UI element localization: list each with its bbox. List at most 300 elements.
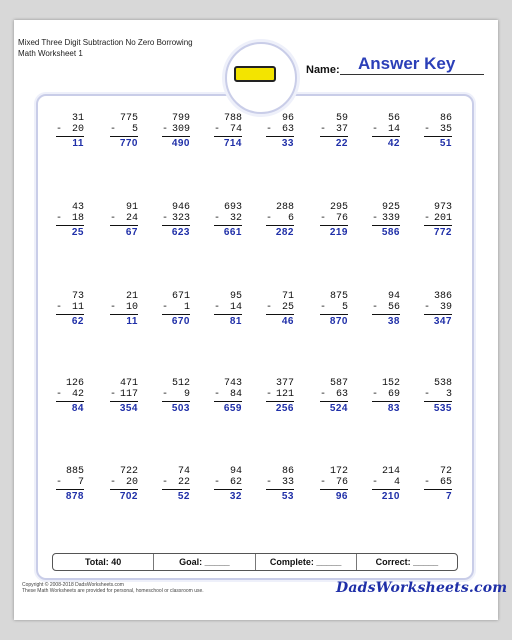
subtraction-problem [110,378,138,414]
subtraction-problem [266,113,294,149]
complete-field: Complete: _____ [255,554,356,570]
title-line-2: Math Worksheet 1 [18,49,83,58]
subtrahend: 5 [341,302,348,313]
minuend-row [110,113,138,124]
minuend: 295 [329,202,348,213]
worksheet-title [18,37,193,59]
subtrahend: 69 [387,389,400,400]
subtrahend-row [424,302,452,313]
subtrahend: 25 [281,302,294,313]
minuend-row [110,202,138,213]
subtrahend: 20 [71,124,84,135]
minuend-row [266,466,294,477]
answer-rule [372,489,400,490]
answer-rule [372,136,400,137]
answer: 659 [223,403,242,414]
subtraction-problem [320,113,348,149]
subtrahend: 63 [335,389,348,400]
minuend: 799 [171,113,190,124]
minus-sign: - [110,389,117,400]
subtrahend-row [266,477,294,488]
answer: 7 [445,491,452,502]
minuend-row [162,291,190,302]
subtraction-problem [266,466,294,502]
subtrahend: 6 [287,213,294,224]
answer-rule [320,314,348,315]
answer: 770 [119,138,138,149]
subtrahend: 18 [71,213,84,224]
subtrahend: 56 [387,302,400,313]
answer-rule [424,225,452,226]
minus-sign: - [110,477,117,488]
subtraction-problem [320,466,348,502]
subtrahend: 339 [381,213,400,224]
minus-sign: - [372,302,379,313]
subtraction-problem [372,113,400,149]
minus-sign: - [372,124,379,135]
name-label: Name: [306,64,340,76]
answer: 503 [171,403,190,414]
problems-frame [36,94,474,580]
subtraction-problem [110,291,138,327]
minuend: 43 [71,202,84,213]
answer: 62 [71,316,84,327]
subtrahend-row [372,477,400,488]
answer-rule [320,136,348,137]
minuend-row [214,378,242,389]
minuend: 875 [329,291,348,302]
subtraction-problem [110,466,138,502]
minuend-row [162,202,190,213]
minus-sign: - [266,124,273,135]
subtrahend: 309 [171,124,190,135]
answer: 670 [171,316,190,327]
minuend-row [214,113,242,124]
answer: 22 [335,138,348,149]
goal-field: Goal: _____ [153,554,254,570]
minuend: 214 [381,466,400,477]
subtrahend-row [320,302,348,313]
answer-rule [56,401,84,402]
minuend: 152 [381,378,400,389]
minuend-row [424,291,452,302]
subtrahend-row [372,389,400,400]
minus-sign: - [424,213,431,224]
minus-sign: - [214,302,221,313]
minuend-row [372,202,400,213]
minuend-row [56,466,84,477]
answer: 53 [281,491,294,502]
answer: 702 [119,491,138,502]
answer-rule [320,489,348,490]
answer: 347 [433,316,452,327]
minuend-row [424,466,452,477]
yellow-bar-icon [234,66,276,82]
minuend-row [320,291,348,302]
minus-sign: - [162,302,169,313]
answer-rule [110,314,138,315]
minus-sign: - [214,124,221,135]
answer: 282 [275,227,294,238]
minuend: 671 [171,291,190,302]
minuend-row [110,291,138,302]
subtraction-problem [162,378,190,414]
minuend: 126 [65,378,84,389]
subtrahend: 74 [229,124,242,135]
answer: 219 [329,227,348,238]
minuend-row [56,113,84,124]
minuend-row [214,291,242,302]
answer: 25 [71,227,84,238]
minuend: 71 [281,291,294,302]
minuend: 693 [223,202,242,213]
subtrahend: 22 [177,477,190,488]
subtraction-problem [110,113,138,149]
minuend: 538 [433,378,452,389]
title-line-1: Mixed Three Digit Subtraction No Zero Borrowing [18,38,193,47]
minus-sign: - [162,477,169,488]
subtraction-problem [56,113,84,149]
name-line [340,74,484,75]
minus-sign: - [266,477,273,488]
answer-rule [320,401,348,402]
usage-text: These Math Worksheets are provided for personal, homeschool or classroom use. [22,588,204,594]
answer: 33 [281,138,294,149]
answer-rule [110,489,138,490]
copyright-text: Copyright © 2008-2018 DadsWorksheets.com [22,582,124,588]
answer: 210 [381,491,400,502]
correct-field: Correct: _____ [356,554,457,570]
subtraction-problem [424,291,452,327]
answer-rule [266,225,294,226]
subtrahend-row [110,213,138,224]
subtraction-problem [266,202,294,238]
subtrahend-row [110,124,138,135]
subtrahend: 76 [335,213,348,224]
answer: 490 [171,138,190,149]
subtrahend: 7 [77,477,84,488]
minuend-row [214,466,242,477]
answer: 83 [387,403,400,414]
subtrahend-row [56,213,84,224]
minuend-row [266,202,294,213]
answer: 586 [381,227,400,238]
subtrahend-row [320,124,348,135]
subtrahend: 24 [125,213,138,224]
minus-sign: - [320,477,327,488]
subtrahend-row [162,302,190,313]
subtrahend-row [56,302,84,313]
subtraction-problem [320,378,348,414]
answer-rule [266,314,294,315]
subtraction-problem [320,291,348,327]
subtrahend: 39 [439,302,452,313]
subtraction-problem [424,378,452,414]
minuend: 743 [223,378,242,389]
minus-sign: - [56,124,63,135]
minuend: 925 [381,202,400,213]
minuend: 74 [177,466,190,477]
subtrahend-row [162,124,190,135]
answer: 524 [329,403,348,414]
totals-bar [52,553,458,571]
minus-sign: - [424,389,431,400]
minus-sign: - [214,389,221,400]
answer: 11 [126,316,138,327]
minuend-row [162,466,190,477]
answer-rule [372,225,400,226]
subtrahend: 84 [229,389,242,400]
subtraction-problem [162,113,190,149]
subtrahend-row [320,213,348,224]
answer: 661 [223,227,242,238]
subtrahend-row [110,477,138,488]
minuend: 885 [65,466,84,477]
answer: 46 [281,316,294,327]
minus-sign: - [320,302,327,313]
subtrahend: 9 [183,389,190,400]
subtraction-problem [320,202,348,238]
subtraction-problem [372,466,400,502]
minus-sign: - [266,302,273,313]
subtrahend: 35 [439,124,452,135]
minuend: 86 [439,113,452,124]
subtrahend: 42 [71,389,84,400]
subtrahend: 4 [393,477,400,488]
subtrahend-row [214,302,242,313]
minuend: 21 [125,291,138,302]
minus-sign: - [424,302,431,313]
minuend-row [56,202,84,213]
subtraction-problem [372,202,400,238]
answer: 84 [71,403,84,414]
subtrahend-row [266,124,294,135]
subtraction-problem [162,466,190,502]
subtrahend: 11 [71,302,84,313]
subtrahend-row [214,124,242,135]
minuend-row [266,291,294,302]
answer-rule [214,489,242,490]
subtrahend-row [214,213,242,224]
minuend-row [110,378,138,389]
answer: 878 [65,491,84,502]
subtraction-problem [56,202,84,238]
minus-sign: - [424,477,431,488]
minus-sign: - [266,213,273,224]
subtrahend: 20 [125,477,138,488]
minuend-row [424,113,452,124]
minuend: 94 [387,291,400,302]
answer-rule [110,401,138,402]
minuend: 94 [229,466,242,477]
subtrahend-row [110,302,138,313]
answer: 81 [229,316,242,327]
subtrahend: 14 [229,302,242,313]
subtrahend-row [266,213,294,224]
answer-rule [320,225,348,226]
subtrahend-row [56,124,84,135]
subtraction-problem [372,378,400,414]
subtraction-problem [56,291,84,327]
subtraction-problem [214,113,242,149]
subtraction-problem [424,202,452,238]
subtrahend-row [424,477,452,488]
minus-sign: - [110,213,117,224]
subtrahend: 14 [387,124,400,135]
minus-sign: - [162,124,169,135]
minuend: 722 [119,466,138,477]
answer: 623 [171,227,190,238]
subtraction-problem [266,378,294,414]
minuend: 377 [275,378,294,389]
answer-rule [266,401,294,402]
subtrahend-row [266,389,294,400]
answer: 354 [119,403,138,414]
minuend-row [424,202,452,213]
minus-sign: - [56,302,63,313]
minuend-row [372,113,400,124]
subtrahend-row [162,213,190,224]
answer-key-label: Answer Key [358,54,456,73]
subtraction-problem [424,466,452,502]
minuend-row [320,202,348,213]
answer: 256 [275,403,294,414]
minuend-row [424,378,452,389]
subtrahend-row [372,213,400,224]
answer-rule [424,136,452,137]
answer-rule [162,225,190,226]
answer: 11 [72,138,84,149]
minus-sign: - [162,389,169,400]
subtrahend: 37 [335,124,348,135]
answer: 42 [387,138,400,149]
subtrahend-row [372,124,400,135]
minus-sign: - [162,213,169,224]
subtraction-problem [162,202,190,238]
minuend-row [266,113,294,124]
minuend-row [162,113,190,124]
minus-sign: - [214,477,221,488]
answer-rule [424,401,452,402]
minuend-row [372,378,400,389]
subtrahend: 10 [125,302,138,313]
minus-sign: - [372,477,379,488]
minuend-row [266,378,294,389]
minus-sign: - [320,213,327,224]
minus-sign: - [372,213,379,224]
minus-sign: - [56,389,63,400]
minuend: 973 [433,202,452,213]
subtraction-problem [424,113,452,149]
minuend-row [56,291,84,302]
minuend: 72 [439,466,452,477]
minuend-row [372,291,400,302]
subtrahend: 63 [281,124,294,135]
minuend: 95 [229,291,242,302]
minuend: 96 [281,113,294,124]
subtraction-problem [110,202,138,238]
minuend-row [214,202,242,213]
subtrahend-row [214,477,242,488]
subtrahend: 1 [183,302,190,313]
footer-copyright [22,582,204,594]
minuend-row [56,378,84,389]
minus-sign: - [56,477,63,488]
subtraction-problem [56,466,84,502]
subtrahend-row [162,477,190,488]
answer-rule [214,401,242,402]
subtrahend-row [424,389,452,400]
answer-rule [266,136,294,137]
subtrahend-row [214,389,242,400]
minus-sign: - [424,124,431,135]
answer-rule [56,489,84,490]
answer: 52 [177,491,190,502]
answer-rule [372,401,400,402]
minuend-row [320,113,348,124]
subtrahend: 62 [229,477,242,488]
minus-sign: - [214,213,221,224]
subtrahend-row [266,302,294,313]
answer-rule [162,489,190,490]
subtrahend: 65 [439,477,452,488]
answer: 32 [229,491,242,502]
minuend: 59 [335,113,348,124]
answer: 38 [387,316,400,327]
minuend-row [110,466,138,477]
answer: 772 [433,227,452,238]
minuend: 775 [119,113,138,124]
minus-sign: - [320,389,327,400]
minuend: 91 [125,202,138,213]
answer-rule [162,401,190,402]
answer: 535 [433,403,452,414]
minuend: 56 [387,113,400,124]
subtrahend: 3 [445,389,452,400]
subtrahend-row [320,389,348,400]
minus-sign: - [56,213,63,224]
minuend-row [372,466,400,477]
minuend: 386 [433,291,452,302]
subtraction-problem [214,291,242,327]
minuend: 587 [329,378,348,389]
minuend: 788 [223,113,242,124]
subtraction-problem [214,202,242,238]
subtrahend: 5 [131,124,138,135]
minuend: 31 [71,113,84,124]
subtrahend: 121 [275,389,294,400]
subtraction-problem [214,378,242,414]
minuend: 946 [171,202,190,213]
subtrahend: 201 [433,213,452,224]
minus-sign: - [320,124,327,135]
answer: 870 [329,316,348,327]
minuend: 288 [275,202,294,213]
minuend: 172 [329,466,348,477]
minuend: 471 [119,378,138,389]
brand-logo: DadsWorksheets.com [336,580,508,596]
answer-rule [214,225,242,226]
subtrahend: 33 [281,477,294,488]
answer-rule [266,489,294,490]
answer-rule [424,489,452,490]
answer-rule [110,225,138,226]
answer-rule [162,136,190,137]
minus-sign: - [372,389,379,400]
answer-rule [214,136,242,137]
minuend-row [320,378,348,389]
minuend: 73 [71,291,84,302]
